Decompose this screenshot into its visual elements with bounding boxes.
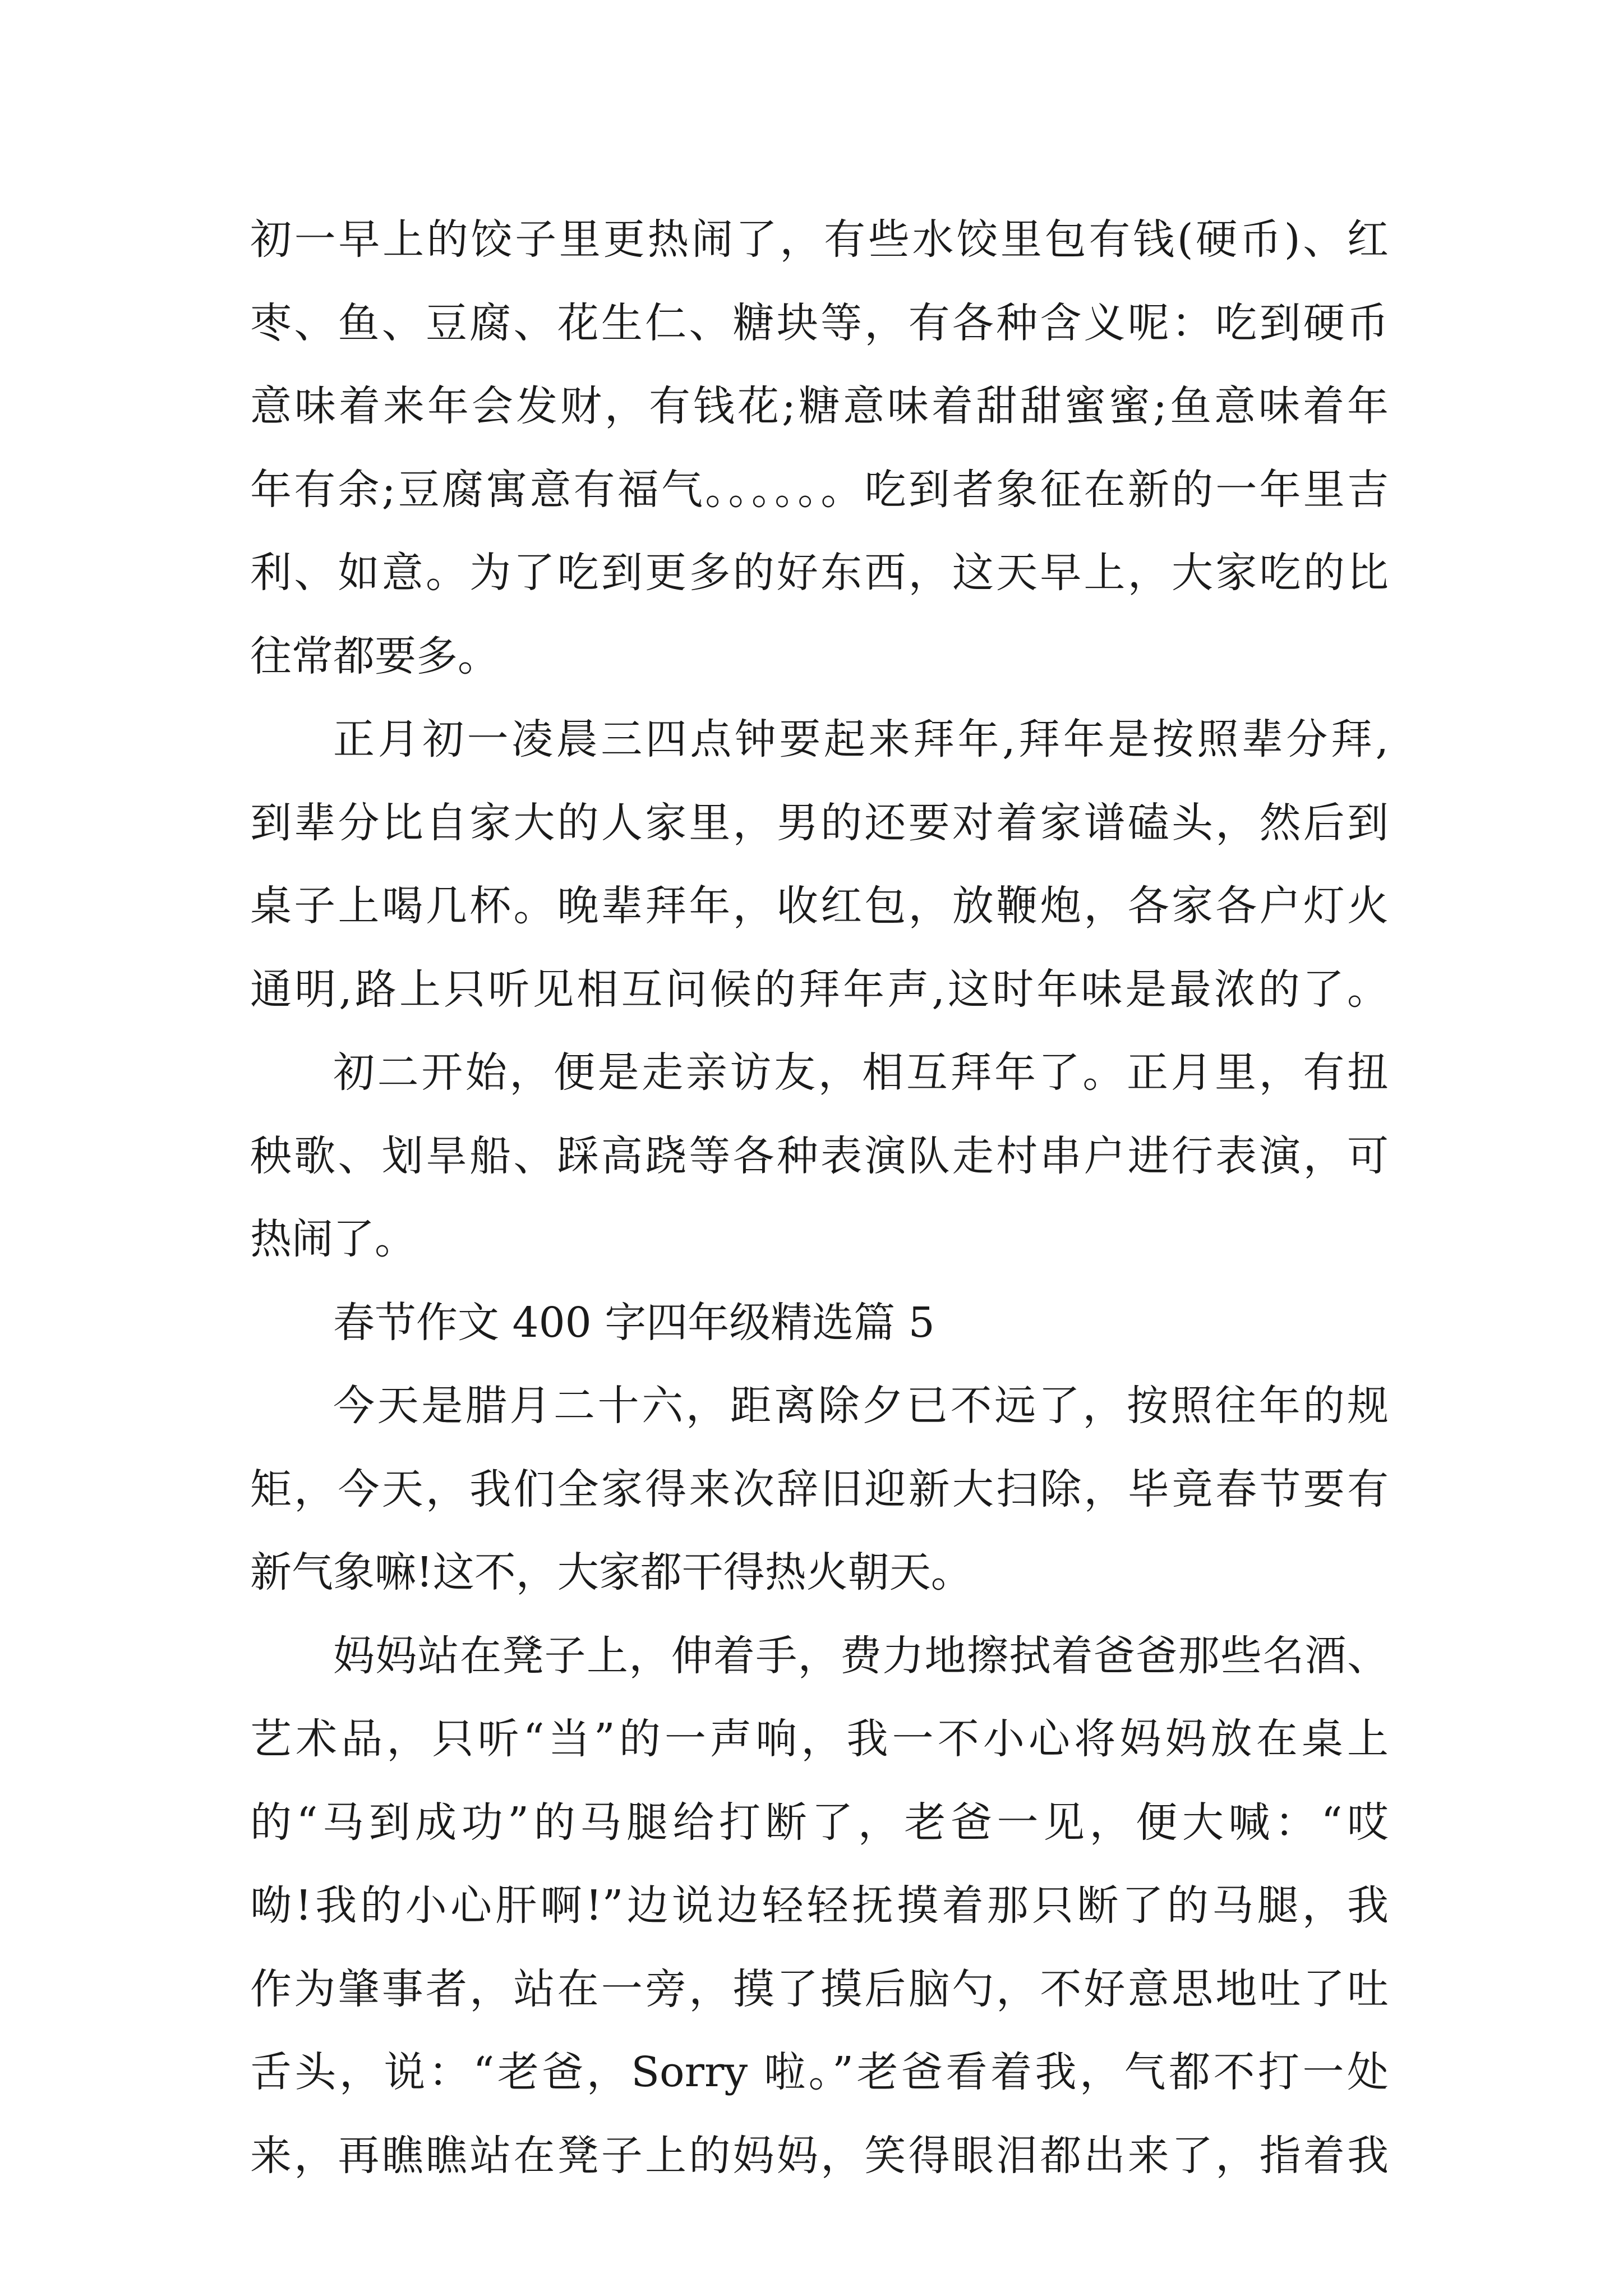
text-line: 作为肇事者，站在一旁，摸了摸后脑勺，不好意思地吐了吐 [250,1964,1389,2013]
text-line: 初二开始，便是走亲访友，相互拜年了。正月里，有扭 [333,1048,1389,1097]
text-line: 来，再瞧瞧站在凳子上的妈妈，笑得眼泪都出来了，指着我 [250,2131,1389,2180]
text-line: 新气象嘛!这不，大家都干得热火朝天。 [250,1548,972,1596]
text-line: 年有余;豆腐寓意有福气。。。。。。吃到者象征在新的一年里吉 [250,465,1389,514]
text-line: 意味着来年会发财，有钱花;糖意味着甜甜蜜蜜;鱼意味着年 [250,382,1389,430]
paragraph [250,198,1389,698]
text-line: 艺术品，只听“当”的一声响，我一不小心将妈妈放在桌上 [250,1715,1389,1763]
text-line: 利、如意。为了吃到更多的好东西，这天早上，大家吃的比 [250,549,1389,597]
text-line: 今天是腊月二十六，距离除夕已不远了，按照往年的规 [333,1382,1389,1430]
paragraph [250,1364,1389,1614]
text-line: 桌子上喝几杯。晚辈拜年，收红包，放鞭炮，各家各户灯火 [250,882,1389,930]
document-body [250,198,1389,2197]
text-line: 往常都要多。 [250,632,499,680]
text-line: 舌头，说：“老爸，Sorry 啦。”老爸看着我，气都不打一处 [250,2048,1389,2096]
text-line: 通明,路上只听见相互问候的拜年声,这时年味是最浓的了。 [250,965,1389,1014]
section-title-text: 春节作文 400 字四年级精选篇 5 [333,1298,935,1347]
text-line: 热闹了。 [250,1215,416,1263]
text-line: 初一早上的饺子里更热闹了，有些水饺里包有钱(硬币)、红 [250,215,1389,264]
text-line: 正月初一凌晨三四点钟要起来拜年,拜年是按照辈分拜, [333,715,1389,763]
text-line: 秧歌、划旱船、踩高跷等各种表演队走村串户进行表演，可 [250,1131,1389,1180]
text-line: 的“马到成功”的马腿给打断了，老爸一见，便大喊：“哎 [250,1798,1389,1847]
text-line: 矩，今天，我们全家得来次辞旧迎新大扫除，毕竟春节要有 [250,1465,1389,1513]
paragraph [250,1031,1389,1281]
text-line: 呦!我的小心肝啊!”边说边轻轻抚摸着那只断了的马腿，我 [250,1881,1389,1930]
text-line: 妈妈站在凳子上，伸着手，费力地擦拭着爸爸那些名酒、 [333,1631,1389,1680]
paragraph [250,698,1389,1031]
text-line: 枣、鱼、豆腐、花生仁、糖块等，有各种含义呢：吃到硬币 [250,298,1389,347]
paragraph [250,1614,1389,2198]
section-title [250,1281,1389,1365]
text-line: 到辈分比自家大的人家里，男的还要对着家谱磕头，然后到 [250,798,1389,847]
